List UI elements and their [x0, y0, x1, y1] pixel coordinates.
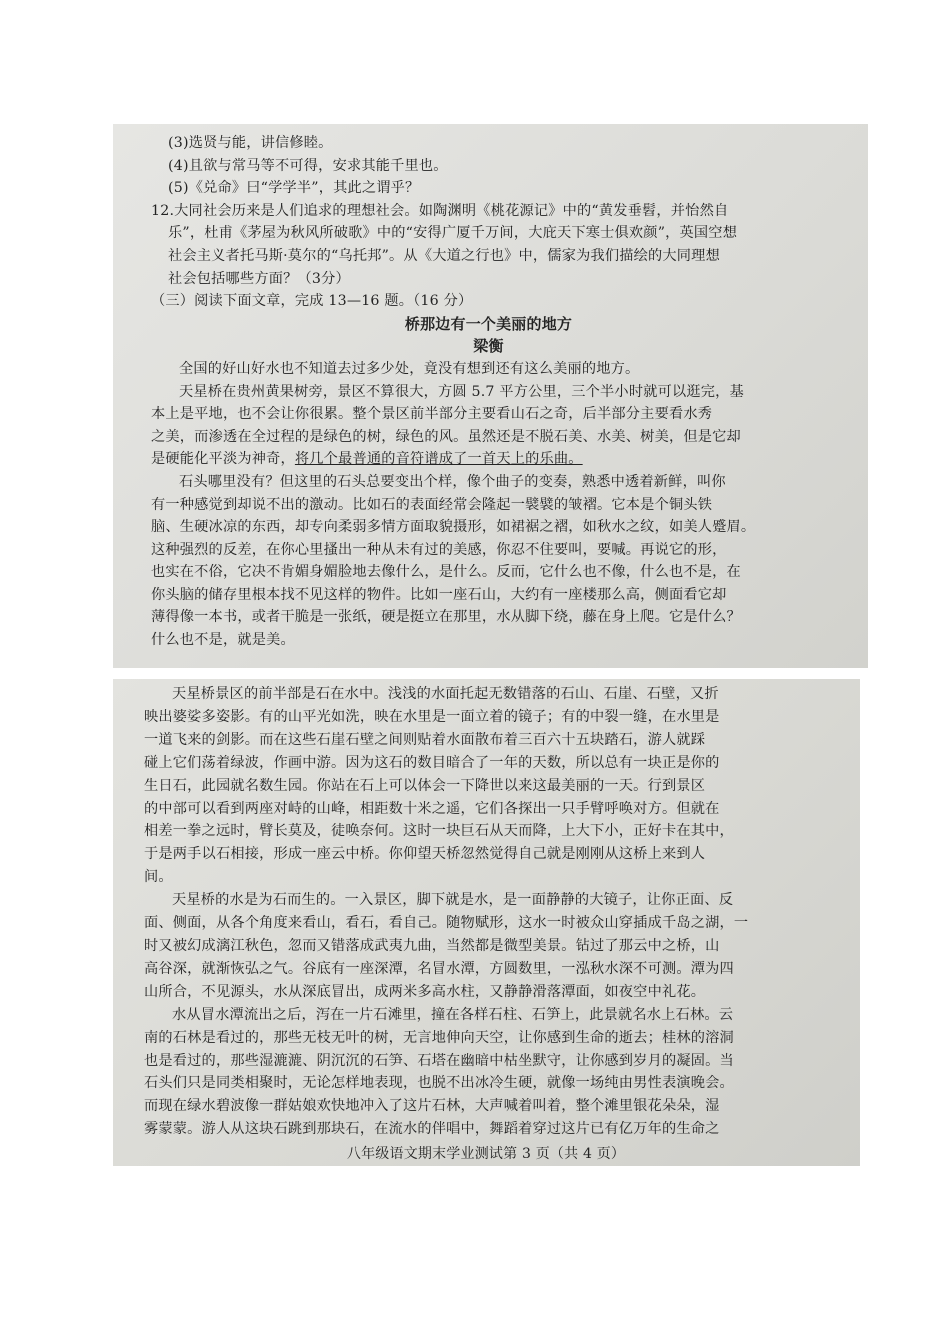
paragraph-text: 是硬能化平淡为神奇， [151, 451, 295, 468]
section-heading: （三）阅读下面文章，完成 13—16 题。（16 分） [151, 293, 473, 310]
paragraph-line: 之美，而渗透在全过程的是绿色的树，绿色的风。虽然还是不脱石美、水美、树美，但是它却 [151, 428, 741, 445]
paragraph-line: 全国的好山好水也不知道去过多少处，竟没有想到还有这么美丽的地方。 [179, 360, 640, 377]
paragraph-line: 薄得像一本书，或者干脆是一张纸，硬是挺立在那里，水从脚下绕，藤在身上爬。它是什么？ [151, 609, 741, 626]
paragraph-line: 石头哪里没有？但这里的石头总要变出个样，像个曲子的变奏，熟悉中透着新鲜，叫你 [179, 473, 726, 490]
paragraph-line: 本上是平地，也不会让你很累。整个景区前半部分主要看山石之奇，后半部分主要看水秀 [151, 406, 713, 423]
paragraph-line: 而现在绿水碧波像一群姑娘欢快地冲入了这片石林，大声喊着叫着，整个滩里银花朵朵，湿 [144, 1098, 720, 1115]
question-12-line: 社会包括哪些方面？（3分） [168, 270, 350, 287]
paragraph-line: 有一种感觉到却说不出的激动。比如石的表面经常会隆起一襞襞的皱褶。它本是个铜头铁 [151, 496, 713, 513]
paragraph-line: 石头们只是同类相聚时，无论怎样地表现，也脱不出冰冷生硬，就像一场纯由男性表演晚会。 [144, 1075, 734, 1092]
paragraph-line: 雾蒙蒙。游人从这块石跳到那块石，在流水的伴唱中，舞蹈着穿过这片已有亿万年的生命之 [144, 1121, 720, 1138]
paragraph-line: 什么也不是，就是美。 [151, 632, 295, 649]
item-3: (3)选贤与能，讲信修睦。 [168, 135, 333, 151]
question-12-line: 12.大同社会历来是人们追求的理想社会。如陶渊明《桃花源记》中的“黄发垂髫，并怡然自 [151, 202, 729, 219]
paragraph-line: 碰上它们荡着绿波，作画中游。因为这石的数目暗合了一年的天数，所以总有一块正是你的 [144, 754, 720, 771]
paragraph-line: 高谷深，就渐恢弘之气。谷底有一座深潭，名冒水潭，方圆数里，一泓秋水深不可测。潭为四 [144, 960, 734, 977]
top-photo [113, 124, 868, 668]
paragraph-line: 的中部可以看到两座对峙的山峰，相距数十米之遥，它们各探出一只手臂呼唤对方。但就在 [144, 800, 720, 817]
paragraph-line [151, 448, 856, 471]
article-title: 桥那边有一个美丽的地方 [404, 314, 573, 333]
paragraph-line: 一道飞来的剑影。而在这些石崖石壁之间则贴着水面散布着三百六十五块踏石，游人就踩 [144, 731, 706, 748]
paragraph-line: 时又被幻成漓江秋色，忽而又错落成武夷九曲，当然都是微型美景。钻过了那云中之桥，山 [144, 937, 720, 954]
paragraph-line: 相差一拳之远时，臂长莫及，徒唤奈何。这时一块巨石从天而降，上大下小，正好卡在其中， [144, 823, 734, 840]
paragraph-line: 这种强烈的反差，在你心里搔出一种从未有过的美感，你忍不住要叫，要喊。再说它的形， [151, 541, 727, 558]
page-footer: 八年级语文期末学业测试第 3 页（共 4 页） [346, 1146, 626, 1163]
item-4: (4)且欲与常马等不可得，安求其能千里也。 [168, 157, 448, 174]
paragraph-line: 生日石，此园就名数生园。你站在石上可以体会一下降世以来这最美丽的一天。行到景区 [144, 777, 706, 794]
underlined-sentence: 将几个最普通的音符谱成了一首天上的乐曲。 [294, 451, 583, 468]
paragraph-line: 南的石林是看过的，那些无枝无叶的树，无言地伸向天空，让你感到生命的逝去；桂林的溶洞 [144, 1029, 734, 1046]
paragraph-line: 天星桥的水是为石而生的。一入景区，脚下就是水，是一面静静的大镜子，让你正面、反 [172, 892, 734, 909]
paragraph-line: 天星桥在贵州黄果树旁，景区不算很大，方圆 5.7 平方公里，三个半小时就可以逛完，基 [179, 383, 744, 400]
paragraph-line: 脑、生硬冰凉的东西，却专向柔弱多情方面取貌摄形，如裙裾之褶，如秋水之纹，如美人蹙眉。 [151, 519, 756, 536]
article-author: 梁衡 [473, 337, 504, 356]
paragraph-line: 天星桥景区的前半部是石在水中。浅浅的水面托起无数错落的石山、石崖、石壁，又折 [172, 686, 719, 702]
paragraph-line: 山所合，不见源头，水从深底冒出，成两米多高水柱，又静静滑落潭面，如夜空中礼花。 [144, 983, 706, 1000]
paragraph-line: 间。 [144, 869, 173, 886]
paragraph-line: 你头脑的储存里根本找不见这样的物件。比如一座石山，大约有一座楼那么高，侧面看它却 [151, 586, 727, 603]
paragraph-line: 于是两手以石相接，形成一座云中桥。你仰望天桥忽然觉得自己就是刚刚从这桥上来到人 [144, 846, 706, 863]
paragraph-line: 水从冒水潭流出之后，泻在一片石滩里，撞在各样石柱、石笋上，此景就名水上石林。云 [172, 1006, 734, 1023]
paragraph-line: 也实在不俗，它决不肯媚身媚脸地去像什么，是什么。反而，它什么也不像，什么也不是，在 [151, 564, 741, 581]
bottom-photo [113, 679, 860, 1166]
question-12-line: 社会主义者托马斯·莫尔的“乌托邦”。从《大道之行也》中，儒家为我们描绘的大同理想 [168, 247, 720, 264]
paragraph-line: 映出婆娑多姿影。有的山平光如洗，映在水里是一面立着的镜子；有的中裂一缝，在水里是 [144, 708, 720, 725]
paragraph-line: 面、侧面，从各个角度来看山，看石，看自己。随物赋形，这水一时被众山穿插成千岛之湖，一 [144, 915, 749, 932]
item-5: (5)《兑命》曰“学学半”，其此之谓乎？ [168, 180, 420, 197]
paragraph-line: 也是看过的，那些湿漉漉、阴沉沉的石笋、石塔在幽暗中枯坐默守，让你感到岁月的凝固。当 [144, 1052, 734, 1069]
question-12-line: 乐”，杜甫《茅屋为秋风所破歌》中的“安得广厦千万间，大庇天下寒士俱欢颜”，英国空想 [168, 225, 738, 242]
